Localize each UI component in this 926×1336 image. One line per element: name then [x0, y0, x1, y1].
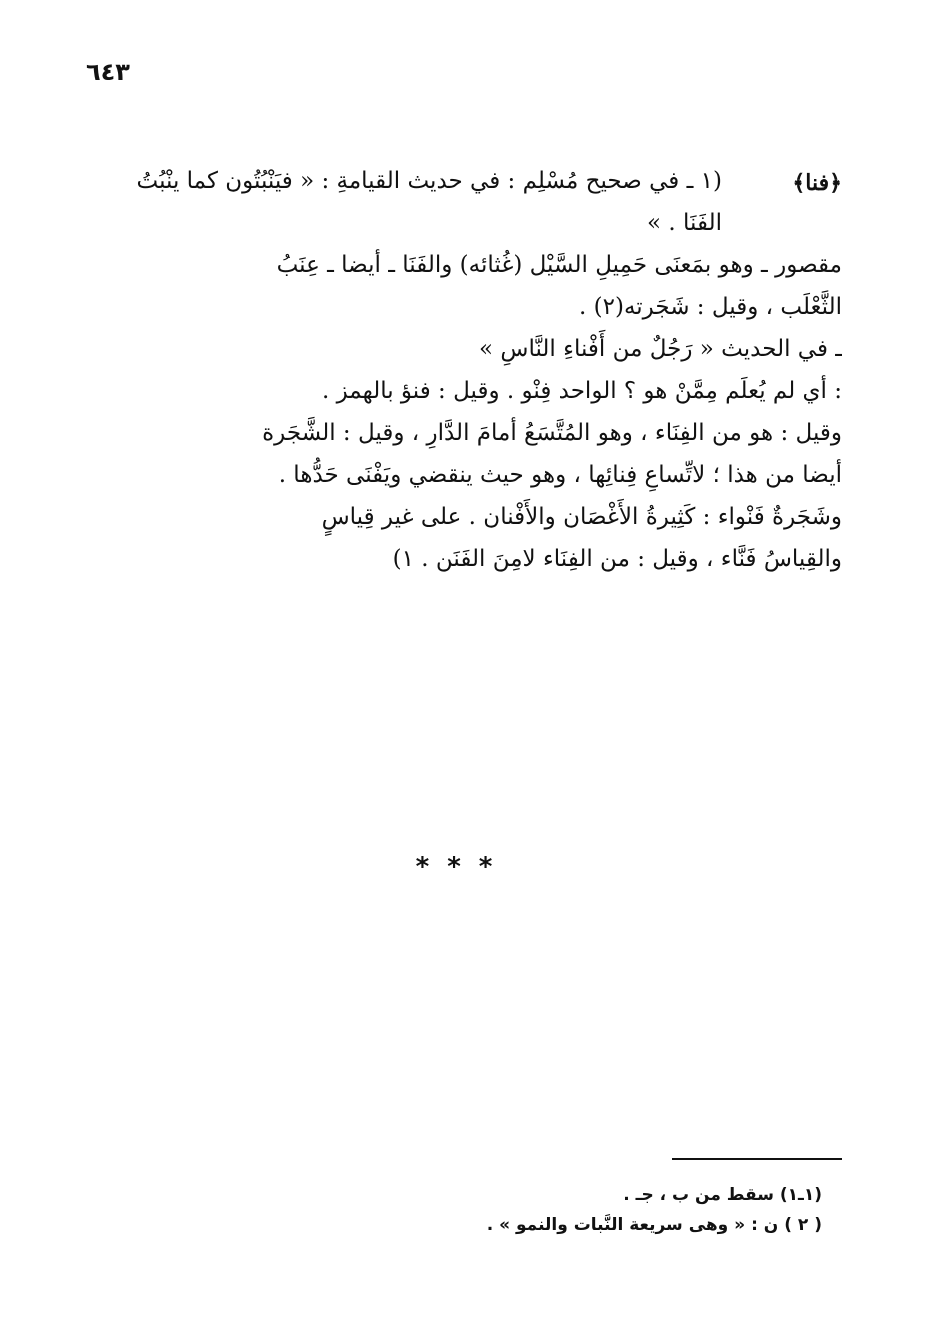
footnote-item: ( ٢ ) ن : « وهى سريعة النَّبات والنمو » .	[486, 1215, 822, 1235]
entry-body-wide	[82, 244, 842, 580]
footnote-divider	[672, 1158, 842, 1160]
footnotes	[222, 1180, 822, 1240]
section-separator: ***	[415, 852, 511, 882]
footnote-item: (١ـ١) سقط من ب ، جـ .	[623, 1185, 822, 1205]
entry-line: : أي لم يُعلَم مِمَّنْ هو ؟ الواحد فِنْو . وقيل : فنؤ بالهمز .	[321, 378, 842, 404]
page-number: ٦٤٣	[86, 58, 130, 86]
entry-line: مقصور ـ وهو بمَعنَى حَمِيلِ السَّيْل (غُثائه) والفَنَا ـ أيضا ـ عِنَبُ	[276, 252, 842, 278]
entry-headword: ﴿فنا﴾	[792, 170, 842, 196]
entry-line: (١ ـ في صحيح مُسْلِم : في حديث القيامةِ : « فيَنْبُتُون كما ينْبُتُ	[136, 168, 722, 194]
entry-line: أيضا من هذا ؛ لاتِّساعِ فِنائِها ، وهو حيث ينقضي ويَفْنَى حَدُّها .	[278, 462, 842, 488]
entry-line: وقيل : هو من الفِنَاء ، وهو المُتَّسَعُ أمامَ الدَّارِ ، وقيل : الشَّجَرة	[262, 420, 842, 446]
entry-line: الثَّعْلَب ، وقيل : شَجَرته(٢) .	[579, 294, 842, 320]
entry-line: ـ في الحديث « رَجُلٌ من أَفْناءِ النَّاسِ »	[479, 336, 842, 362]
entry-line: الفَنَا . »	[647, 210, 722, 236]
entry-line: والقِياسُ فَنَّاء ، وقيل : من الفِنَاء لامِنَ الفَنَن . ١)	[392, 546, 842, 572]
entry-body	[82, 160, 722, 244]
entry-line: وشَجَرةٌ فَنْواء : كَثِيرةُ الأَغْصَان والأَفْنان . على غير قِياسٍ	[321, 504, 842, 530]
